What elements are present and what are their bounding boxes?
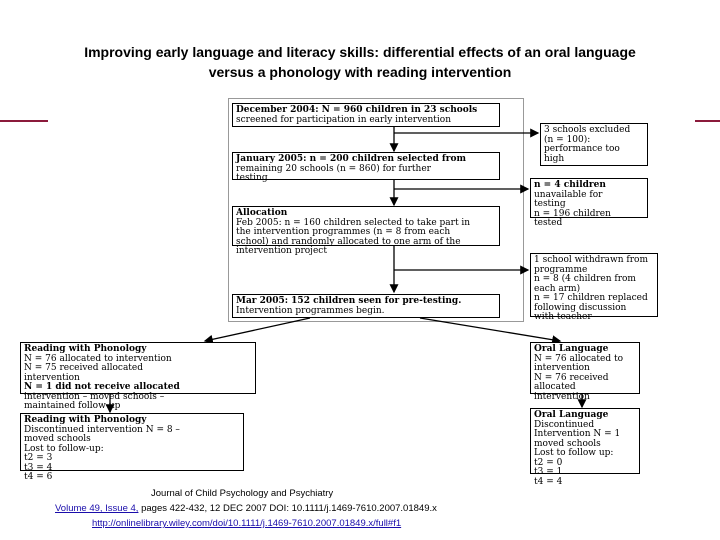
allocation-line-3: the intervention programmes (n = 8 from each — [236, 227, 451, 237]
oral-language-followup-box — [530, 408, 640, 487]
ol-follow-line-3: Intervention N = 1 — [534, 429, 621, 439]
citation-volume-link[interactable]: Volume 49, Issue 4, — [55, 503, 139, 514]
ol-follow-line-2: Discontinued — [534, 419, 595, 430]
rp-alloc-line-4: intervention — [24, 372, 80, 383]
reading-phonology-allocation-box — [20, 342, 256, 411]
allocation-line-5: intervention project — [236, 246, 327, 256]
withdrawn-line-6: following discussion — [534, 302, 627, 313]
rp-follow-line-4: Lost to follow-up: — [24, 443, 104, 454]
excluded-children-line-3: testing — [534, 199, 566, 209]
excluded-children-line-4: n = 196 children — [534, 208, 611, 219]
ol-alloc-line-3: intervention — [534, 363, 590, 373]
january-selection-box — [232, 152, 500, 183]
arrow-mar-to-rp — [205, 318, 310, 341]
screening-line-1: December 2004: N = 960 children in 23 schools — [236, 105, 478, 115]
excluded-schools-box — [540, 123, 648, 166]
withdrawn-line-1: 1 school withdrawn from — [534, 255, 648, 265]
allocation-line-4: school) and randomly allocated to one arm of the — [236, 236, 461, 247]
excluded-children-line-2: unavailable for — [534, 189, 603, 200]
citation-details-line — [55, 503, 437, 515]
rp-alloc-line-5: N = 1 did not receive allocated — [24, 382, 180, 392]
ol-follow-line-5: Lost to follow up: — [534, 448, 614, 458]
ol-alloc-line-4: N = 76 received — [534, 372, 609, 383]
ol-follow-line-8: t4 = 4 — [534, 476, 563, 487]
excluded-schools-line-4: high — [544, 153, 565, 164]
reading-phonology-followup-box — [20, 413, 244, 482]
ol-follow-line-1: Oral Language — [534, 410, 609, 420]
screening-line-2: screened for participation in early intervention — [236, 114, 452, 125]
rp-follow-line-5: t2 = 3 — [24, 453, 53, 463]
ol-follow-line-7: t3 = 1 — [534, 467, 563, 477]
pretesting-box — [232, 294, 500, 318]
allocation-line-2: Feb 2005: n = 160 children selected to take part in — [236, 217, 471, 228]
withdrawn-line-4: each arm) — [534, 283, 581, 294]
withdrawn-line-2: programme — [534, 264, 588, 275]
excluded-children-box — [530, 178, 648, 228]
rp-follow-line-2: Discontinued intervention N = 8 – — [24, 424, 180, 435]
rp-alloc-line-3: N = 75 received allocated — [24, 363, 144, 373]
citation-journal: Journal of Child Psychology and Psychiatry — [151, 488, 334, 499]
ol-alloc-line-1: Oral Language — [534, 344, 609, 354]
rp-alloc-line-1: Reading with Phonology — [24, 344, 147, 354]
rp-follow-line-3: moved schools — [24, 434, 91, 444]
withdrawn-line-7: with teacher — [534, 312, 592, 322]
allocation-box — [232, 206, 500, 256]
withdrawn-line-5: n = 17 children replaced — [534, 293, 648, 303]
excluded-schools-line-2: (n = 100): — [544, 134, 591, 145]
withdrawn-line-3: n = 8 (4 children from — [534, 274, 636, 284]
title-line-1: Improving early language and literacy skills: differential effects of an oral language — [84, 44, 636, 60]
ol-follow-line-6: t2 = 0 — [534, 457, 563, 468]
rp-follow-line-1: Reading with Phonology — [24, 415, 147, 425]
excluded-children-line-1: n = 4 children — [534, 180, 606, 190]
allocation-line-1: Allocation — [236, 208, 288, 218]
ol-alloc-line-6: intervention — [534, 391, 590, 402]
ol-alloc-line-5: allocated — [534, 382, 576, 392]
ol-alloc-line-2: N = 76 allocated to — [534, 353, 623, 364]
excluded-schools-line-3: performance too — [544, 144, 620, 154]
rp-alloc-line-6: intervention – moved schools – — [24, 391, 165, 402]
excluded-children-line-5: tested — [534, 218, 563, 228]
excluded-schools-line-1: 3 schools excluded — [544, 125, 631, 135]
oral-language-allocation-box — [530, 342, 640, 402]
rp-alloc-line-7: maintained follow-up — [24, 401, 121, 411]
january-line-3: testing — [236, 173, 268, 183]
citation-url-link[interactable]: http://onlinelibrary.wiley.com/doi/10.1111/j.1469-7610.2007.01849.x/full#f1 — [92, 518, 402, 529]
rp-follow-line-7: t4 = 6 — [24, 472, 53, 482]
pretesting-line-2: Intervention programmes begin. — [236, 305, 385, 316]
citation-details: pages 422-432, 12 DEC 2007 DOI: 10.1111/j.1469-7610.2007.01849.x — [138, 503, 437, 514]
title-line-2: versus a phonology with reading intervention — [208, 64, 512, 80]
rp-alloc-line-2: N = 76 allocated to intervention — [24, 353, 172, 364]
withdrawn-school-box — [530, 253, 658, 322]
rp-follow-line-6: t3 = 4 — [24, 462, 53, 473]
screening-box — [232, 103, 500, 127]
january-line-1: January 2005: n = 200 children selected from — [236, 154, 467, 164]
january-line-2: remaining 20 schools (n = 860) for further — [236, 163, 431, 174]
pretesting-line-1: Mar 2005: 152 children seen for pre-testing. — [236, 296, 462, 306]
ol-follow-line-4: moved schools — [534, 438, 601, 449]
